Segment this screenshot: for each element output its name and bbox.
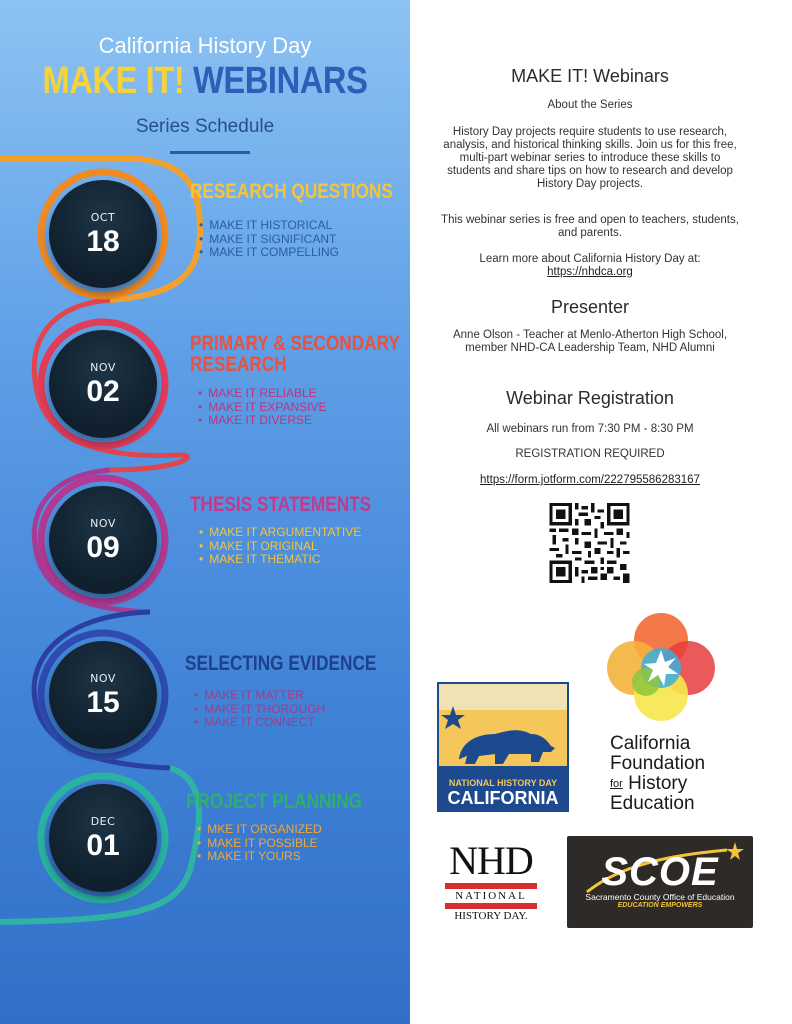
cfhe-flower-icon [606, 612, 716, 722]
session-bullets [198, 387, 326, 428]
bullet-item: • MAKE IT YOURS [197, 850, 322, 864]
date-day: 15 [86, 685, 120, 719]
series-subtitle: California History Day [98, 33, 312, 58]
bullet-item: • MAKE IT CONNECT [194, 716, 325, 730]
nhd-california-logo [437, 682, 569, 812]
date-badge-dec-01 [49, 784, 157, 892]
scoe-logo: SCOE Sacramento County Office of Education EDUCATION EMPOWERS [567, 836, 753, 928]
bullet-item: • MAKE IT ORIGINAL [199, 540, 361, 554]
date-day: 18 [86, 224, 120, 258]
nhd-national-logo: NHD NATIONAL HISTORY DAY. [445, 840, 537, 925]
registration-link[interactable]: https://form.jotform.com/222795586283167 [480, 474, 700, 486]
date-badge-nov-15 [49, 641, 157, 749]
bullet-item: • MAKE IT MATTER [194, 689, 325, 703]
qr-code[interactable] [548, 503, 631, 583]
date-month: NOV [90, 516, 116, 530]
bullet-item: • MAKE IT COMPELLING [199, 246, 339, 260]
date-day: 02 [86, 374, 120, 408]
nhd-california-wordmark: NATIONAL HISTORY DAY CALIFORNIA [439, 776, 567, 812]
bullet-item: • MAKE IT SIGNIFICANT [199, 233, 339, 247]
date-day: 01 [86, 828, 120, 862]
session-bullets [199, 219, 339, 260]
bullet-item: • MAKE IT THOROUGH [194, 703, 325, 717]
about-text: History Day projects require students to use research, analysis, and historical thinking skills. Join us for this free, multi-part webinar series to introduce these skills to students and share tips on how to research and develop History Day projects. [443, 126, 737, 190]
cfhe-wordmark: California Foundation $^{for}$ History Education [610, 733, 706, 814]
headline-webinars: WEBINARS [192, 60, 368, 102]
info-title: MAKE IT! Webinars [511, 66, 669, 86]
registration-title: Webinar Registration [506, 388, 674, 408]
schedule-divider [170, 151, 250, 154]
bullet-item: • MAKE IT THEMATIC [199, 553, 361, 567]
date-badge-oct-18 [49, 180, 157, 288]
session-bullets [197, 823, 322, 864]
bullet-item: • MKE IT ORGANIZED [197, 823, 322, 837]
series-headline [29, 60, 382, 103]
session-title-selecting-evidence: SELECTING EVIDENCE [185, 652, 377, 675]
presenter-text: Anne Olson - Teacher at Menlo-Atherton High School, member NHD-CA Leadership Team, NHD Alumni [452, 329, 728, 354]
nhdca-link[interactable]: https://nhdca.org [547, 266, 633, 278]
bullet-item: • MAKE IT RELIABLE [198, 387, 326, 401]
date-day: 09 [86, 530, 120, 564]
bullet-item: • MAKE IT POSSIBLE [197, 837, 322, 851]
date-month: NOV [90, 671, 116, 685]
session-title-project-planning: PROJECT PLANNING [186, 790, 363, 813]
bullet-item: • MAKE IT HISTORICAL [199, 219, 339, 233]
date-badge-nov-02 [49, 330, 157, 438]
headline-make-it: MAKE IT! [42, 60, 185, 102]
date-badge-nov-09 [49, 486, 157, 594]
date-month: NOV [90, 360, 116, 374]
bullet-item: • MAKE IT ARGUMENTATIVE [199, 526, 361, 540]
registration-required: REGISTRATION REQUIRED [515, 448, 665, 460]
session-title-thesis-statements: THESIS STATEMENTS [190, 493, 372, 516]
about-label: About the Series [547, 99, 633, 111]
session-bullets [199, 526, 361, 567]
free-text: This webinar series is free and open to teachers, students, and parents. [441, 214, 739, 239]
webinar-time: All webinars run from 7:30 PM - 8:30 PM [486, 423, 694, 435]
session-bullets [194, 689, 325, 730]
date-month: DEC [90, 814, 116, 828]
schedule-label: Series Schedule [135, 116, 275, 137]
session-title-primary-secondary-research: PRIMARY & SECONDARY RESEARCH [190, 332, 400, 376]
bullet-item: • MAKE IT DIVERSE [198, 414, 326, 428]
presenter-title: Presenter [550, 297, 630, 317]
date-month: OCT [90, 210, 116, 224]
bear-flag-icon [439, 684, 567, 776]
bullet-item: • MAKE IT EXPANSIVE [198, 401, 326, 415]
session-title-research-questions: RESEARCH QUESTIONS [190, 180, 393, 203]
learn-more-text: Learn more about California History Day at: [479, 253, 701, 265]
